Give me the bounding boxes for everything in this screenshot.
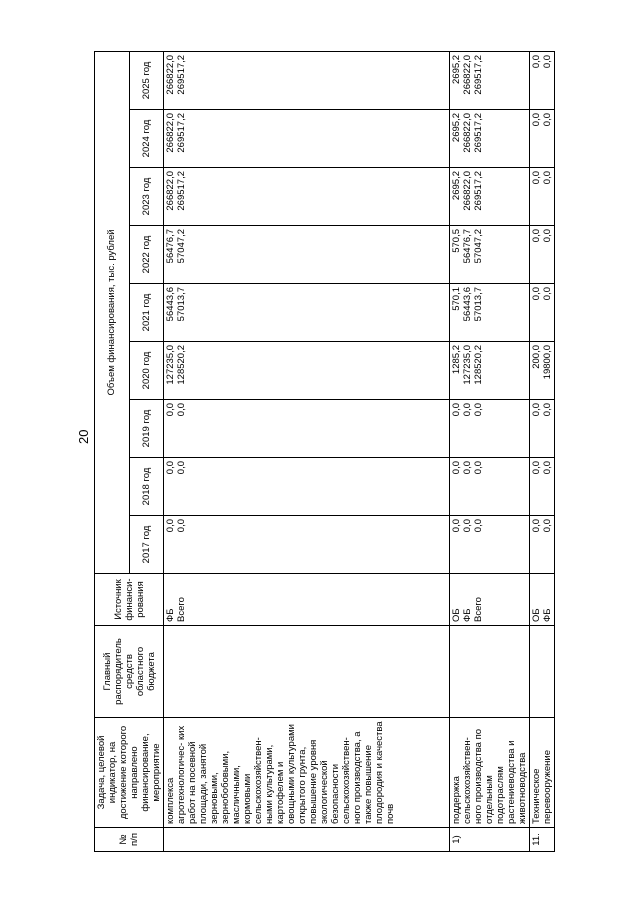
row-value: 0,0 0,0 0,0 [450, 400, 530, 458]
header-year: 2019 год [129, 400, 164, 458]
row-value: 0,0 0,0 [530, 51, 555, 109]
row-admin [164, 626, 450, 718]
header-task: Задача, целевой индикатор, на достижение которого направлено финансирование, мероприятие [95, 718, 164, 828]
header-year: 2020 год [129, 342, 164, 400]
row-value: 2695,2 266822,0 269517,2 [450, 168, 530, 226]
row-value: 570,1 56443,6 57013,7 [450, 284, 530, 342]
row-value: 56476,7 57047,2 [164, 226, 450, 284]
row-value: 0,0 0,0 [530, 110, 555, 168]
row-value: 2695,2 266822,0 269517,2 [450, 110, 530, 168]
header-admin: Главный распорядитель средств областного бюджета [95, 626, 164, 718]
row-task: поддержка сельскохозяйствен- ного производства по отдельным подотраслям растениеводства и животноводства [450, 718, 530, 828]
row-num: 11. [530, 828, 555, 852]
row-value: 0,0 0,0 [530, 284, 555, 342]
header-source: Источник финанси- рования [95, 574, 164, 626]
row-value: 0,0 0,0 [530, 226, 555, 284]
row-value: 127235,0 128520,2 [164, 342, 450, 400]
row-task: Техническое перевооружение [530, 718, 555, 828]
header-year: 2018 год [129, 458, 164, 516]
row-value: 0,0 0,0 [530, 458, 555, 516]
table-row [450, 51, 530, 851]
row-value: 2695,2 266822,0 269517,2 [450, 51, 530, 109]
row-admin [530, 626, 555, 718]
row-value: 56443,6 57013,7 [164, 284, 450, 342]
row-value: 266822,0 269517,2 [164, 51, 450, 109]
page-number: 20 [76, 429, 91, 444]
rotated-table-wrapper [94, 52, 614, 852]
row-value: 0,0 0,0 [164, 400, 450, 458]
row-num: 1) [450, 828, 530, 852]
header-year: 2024 год [129, 110, 164, 168]
row-source: ОБ ФБ [530, 574, 555, 626]
row-task: комплекса агротехнологичес- ких работ на посевной площади, занятой зерновыми, зернобобовыми, масличными, кормовыми сельскохозяйствен- ными культурами, картофелем и овощными культурами открытого грунта, повышение уровня экологической безопасности сельскохозяйствен- ного производства, а также повышение плодородия и качества почв [164, 718, 450, 828]
header-year: 2022 год [129, 226, 164, 284]
row-source: ФБ Всего [164, 574, 450, 626]
table-row [530, 51, 555, 851]
row-value: 0,0 0,0 [530, 516, 555, 574]
row-value: 0,0 0,0 [164, 458, 450, 516]
header-volume: Объем финансирования, тыс. рублей [95, 51, 130, 573]
row-value: 200,0 19800,0 [530, 342, 555, 400]
financing-table [94, 51, 555, 852]
row-value: 0,0 0,0 [530, 400, 555, 458]
row-value: 0,0 0,0 0,0 [450, 516, 530, 574]
row-value: 1285,2 127235,0 128520,2 [450, 342, 530, 400]
table-row [164, 51, 450, 851]
row-admin [450, 626, 530, 718]
row-value: 0,0 0,0 0,0 [450, 458, 530, 516]
row-num [164, 828, 450, 852]
header-row-1 [95, 51, 130, 851]
row-value: 266822,0 269517,2 [164, 168, 450, 226]
header-year: 2025 год [129, 51, 164, 109]
row-value: 570,5 56476,7 57047,2 [450, 226, 530, 284]
row-value: 266822,0 269517,2 [164, 110, 450, 168]
row-value: 0,0 0,0 [530, 168, 555, 226]
header-year: 2023 год [129, 168, 164, 226]
row-value: 0,0 0,0 [164, 516, 450, 574]
header-year: 2017 год [129, 516, 164, 574]
row-source: ОБ ФБ Всего [450, 574, 530, 626]
header-num: № п/п [95, 828, 164, 852]
header-year: 2021 год [129, 284, 164, 342]
